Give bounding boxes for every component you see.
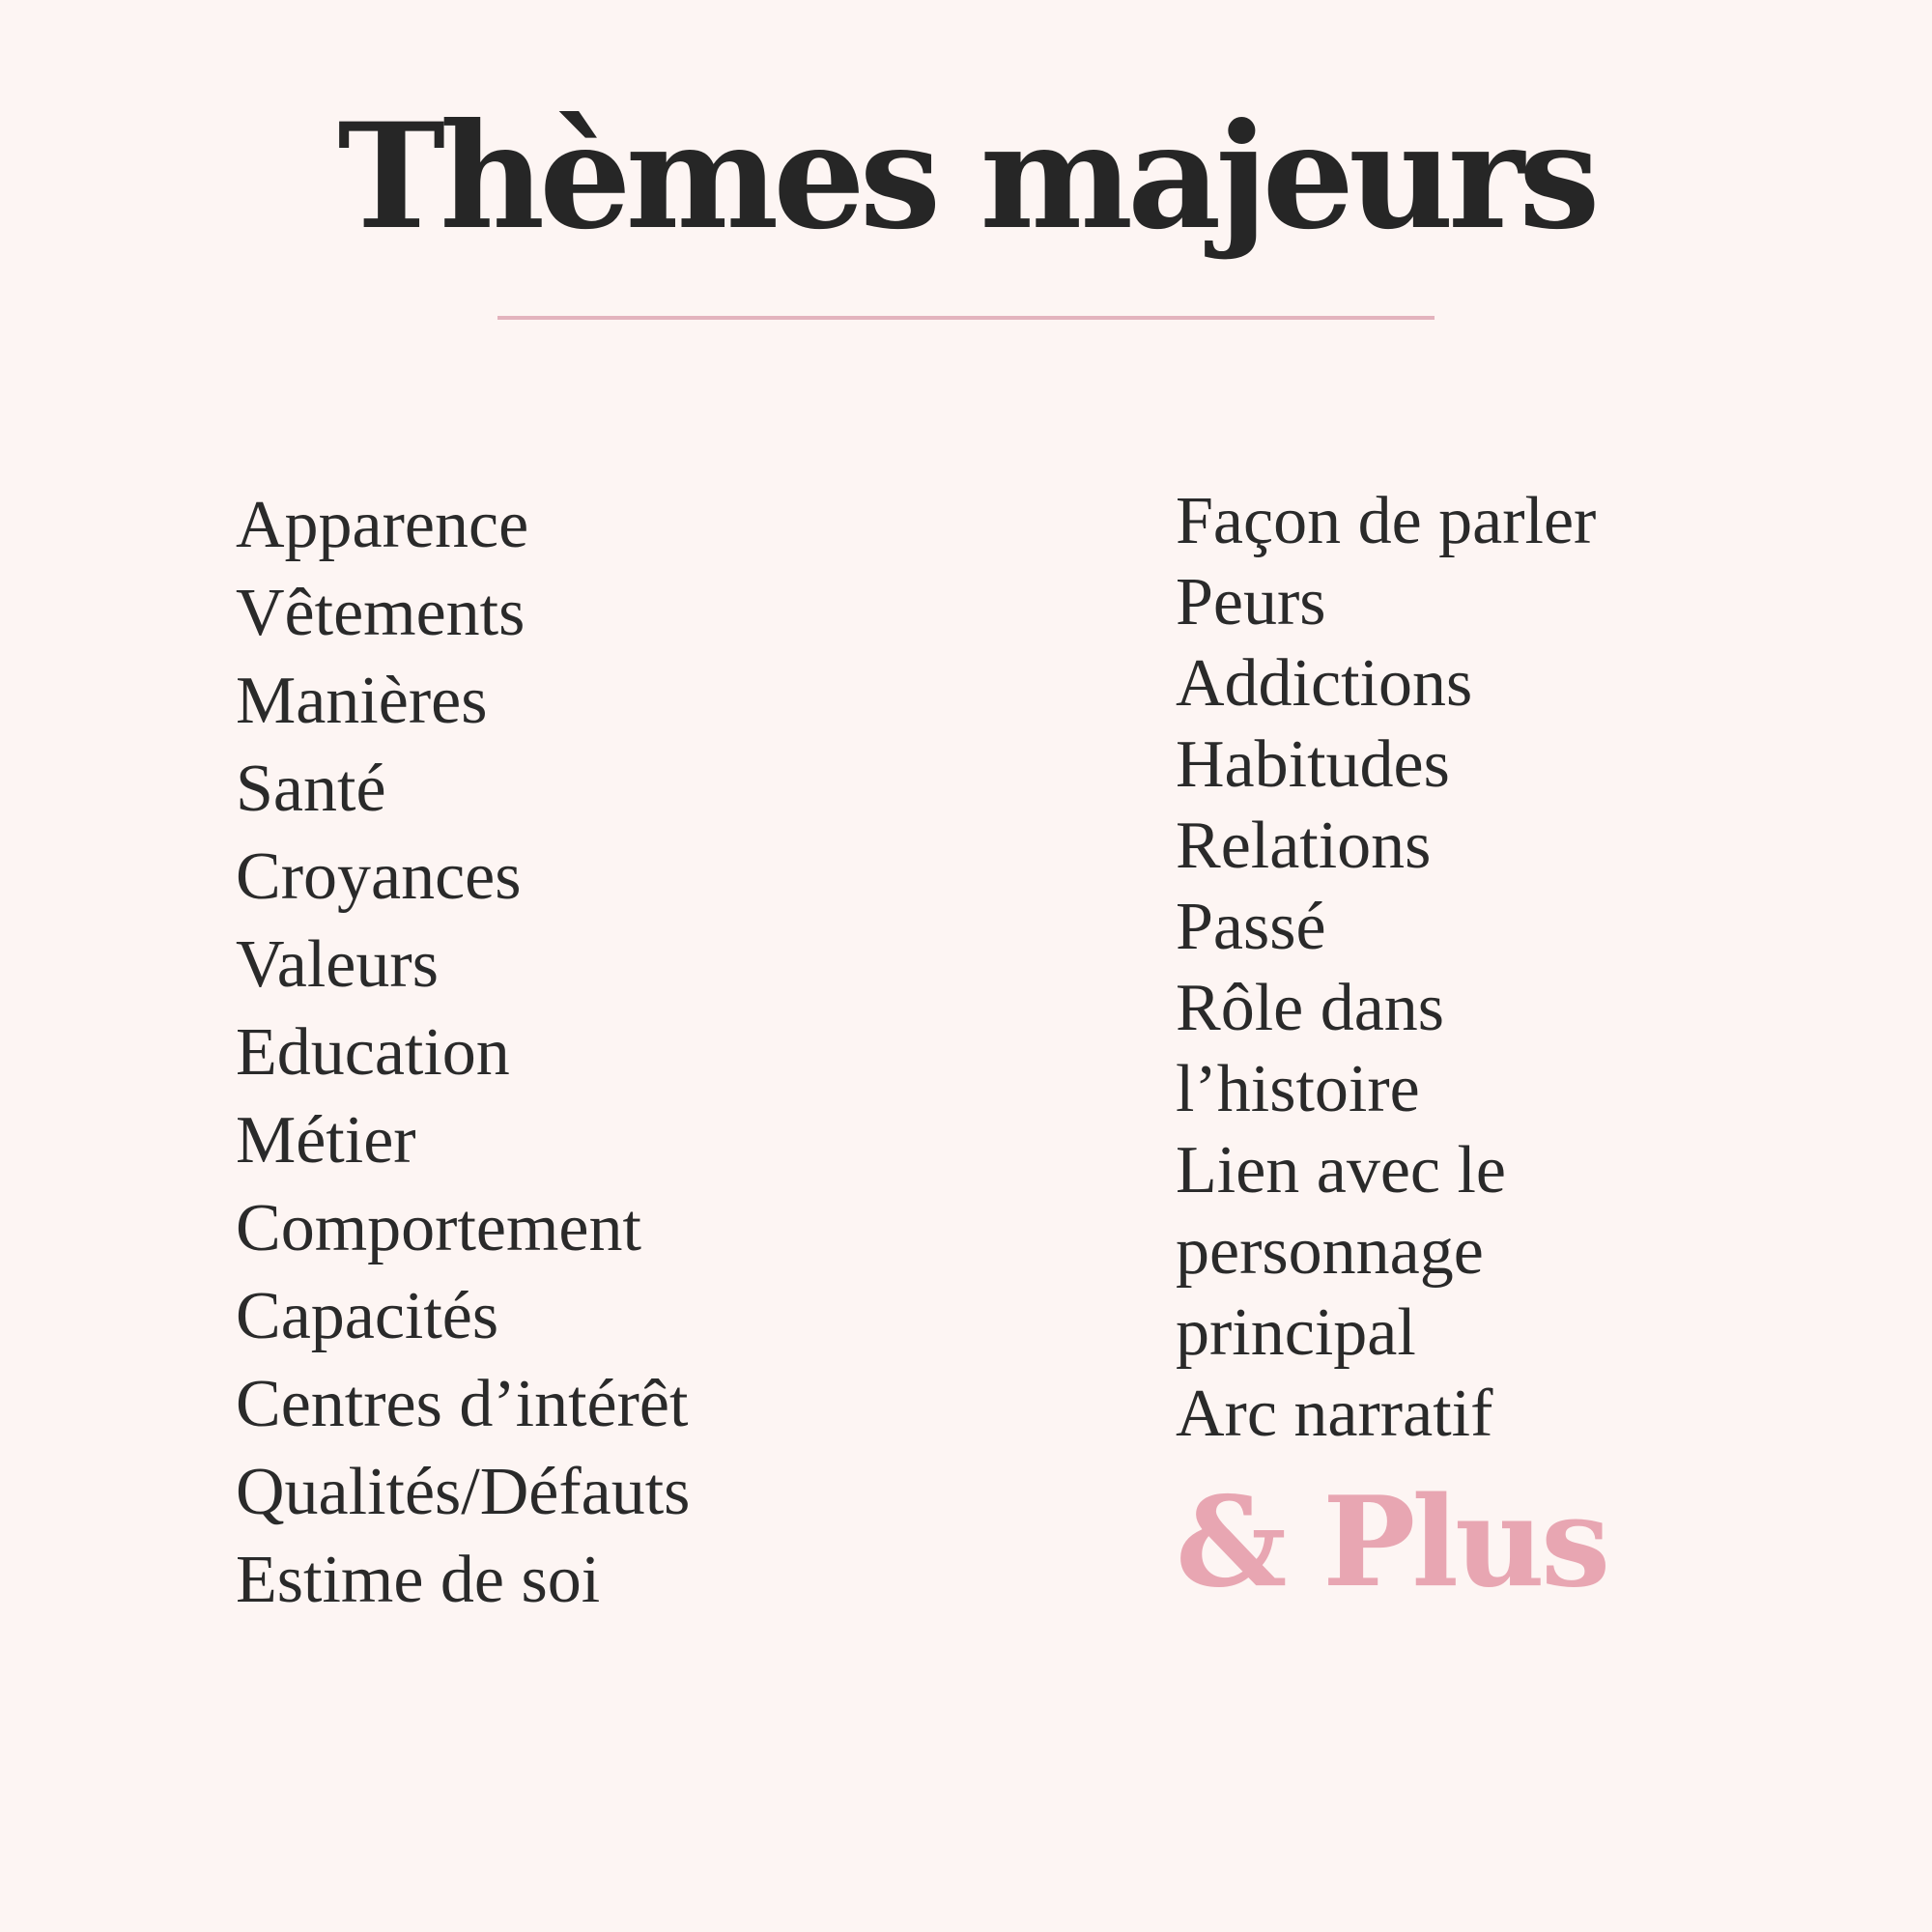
theme-item: personnage — [1176, 1214, 1484, 1289]
theme-item: Peurs — [1176, 565, 1326, 639]
theme-item: Relations — [1176, 809, 1432, 883]
theme-item: Capacités — [236, 1279, 499, 1353]
theme-item: Estime de soi — [236, 1543, 601, 1617]
theme-item: Apparence — [236, 488, 529, 562]
theme-item: Centres d’intérêt — [236, 1367, 689, 1441]
title-divider — [497, 316, 1435, 320]
theme-item: Education — [236, 1015, 510, 1090]
theme-item: Qualités/Défauts — [236, 1455, 691, 1529]
themes-list-left — [236, 481, 690, 1624]
more-label: & Plus — [1176, 1470, 1607, 1615]
theme-item: Passé — [1176, 890, 1326, 964]
theme-item: Rôle dans — [1176, 971, 1445, 1045]
theme-item: Métier — [236, 1103, 416, 1178]
theme-item: Comportement — [236, 1191, 641, 1265]
theme-item: l’histoire — [1176, 1052, 1420, 1126]
page-title: Thèmes majeurs — [337, 92, 1595, 262]
theme-item: Santé — [236, 752, 386, 826]
theme-item: Manières — [236, 664, 488, 738]
theme-item: Valeurs — [236, 927, 439, 1002]
theme-item: principal — [1176, 1295, 1416, 1370]
theme-item: Croyances — [236, 839, 522, 914]
theme-item: Vêtements — [236, 576, 526, 650]
theme-item: Habitudes — [1176, 727, 1450, 802]
theme-item: Addictions — [1176, 646, 1473, 721]
themes-list-right — [1176, 481, 1596, 1455]
theme-item: Façon de parler — [1176, 484, 1597, 558]
theme-item: Arc narratif — [1176, 1377, 1493, 1451]
theme-item: Lien avec le — [1176, 1133, 1507, 1208]
